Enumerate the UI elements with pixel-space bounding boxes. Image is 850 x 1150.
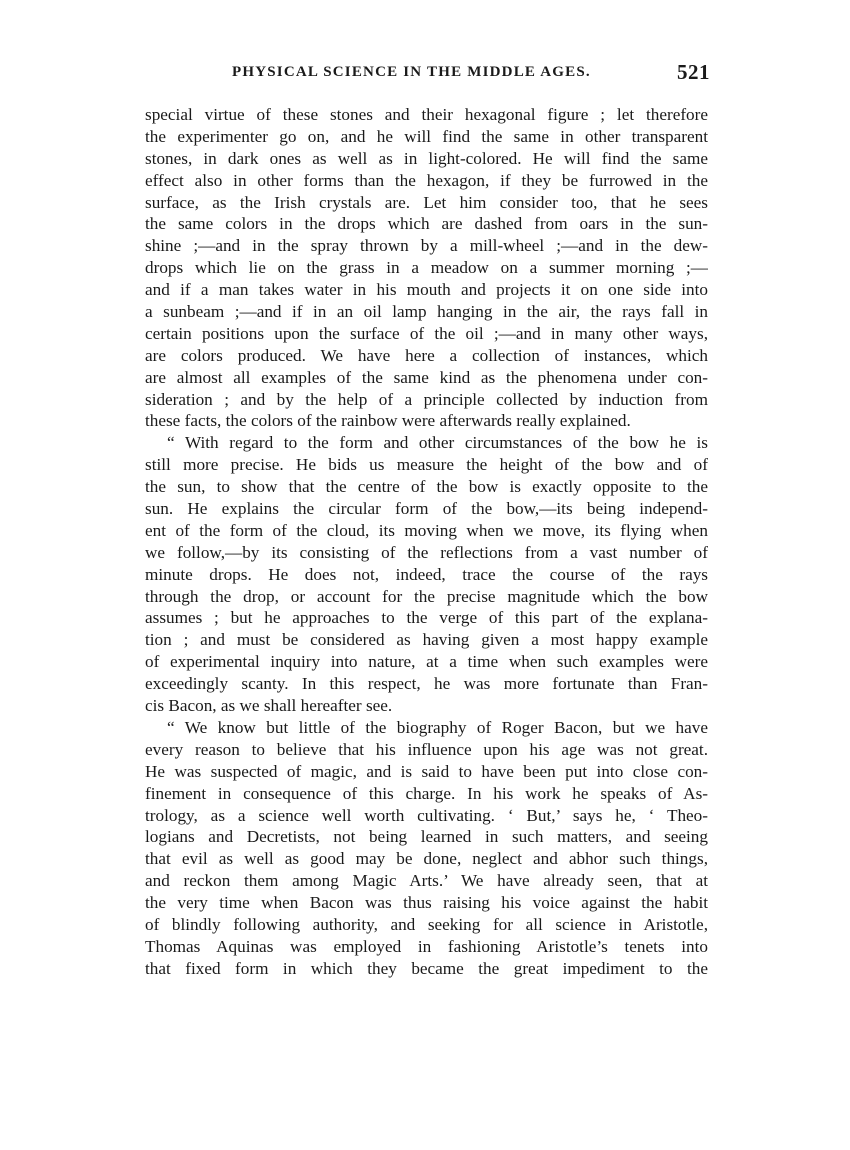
text-line: assumes ; but he approaches to the verge of this part of the explana- [145, 608, 708, 628]
text-line: He was suspected of magic, and is said to have been put into close con- [145, 761, 708, 781]
text-line: the same colors in the drops which are dashed from oars in the sun- [145, 214, 708, 234]
text-line: the sun, to show that the centre of the bow is exactly opposite to the [145, 477, 708, 497]
text-line: logians and Decretists, not being learned in such matters, and seeing [145, 827, 708, 847]
text-line: are colors produced. We have here a collection of instances, which [145, 345, 708, 365]
text-line: certain positions upon the surface of the oil ;—and in many other ways, [145, 323, 708, 343]
text-line: exceedingly scanty. In this respect, he was more fortunate than Fran- [145, 674, 708, 694]
text-line: effect also in other forms than the hexagon, if they be furrowed in the [145, 170, 708, 190]
text-line: surface, as the Irish crystals are. Let him consider too, that he sees [145, 192, 708, 212]
text-line: drops which lie on the grass in a meadow on a summer morning ;— [145, 258, 708, 278]
text-line: sun. He explains the circular form of the bow,—its being independ- [145, 499, 708, 519]
text-line: cis Bacon, as we shall hereafter see. [145, 696, 393, 716]
text-line: stones, in dark ones as well as in light-colored. He will find the same [145, 148, 708, 168]
text-line: these facts, the colors of the rainbow were afterwards really explained. [145, 411, 631, 431]
text-line: “ With regard to the form and other circumstances of the bow he is [167, 433, 708, 453]
text-line: are almost all examples of the same kind as the phenomena under con- [145, 367, 708, 387]
text-line: sideration ; and by the help of a principle collected by induction from [145, 389, 708, 409]
text-line: of experimental inquiry into nature, at a time when such examples were [145, 652, 708, 672]
text-line: the experimenter go on, and he will find the same in other transparent [145, 126, 708, 146]
running-title: PHYSICAL SCIENCE IN THE MIDDLE AGES. [232, 64, 591, 80]
text-line: still more precise. He bids us measure the height of the bow and of [145, 455, 708, 475]
text-line: the very time when Bacon was thus raising his voice against the habit [145, 893, 708, 913]
text-line: “ We know but little of the biography of Roger Bacon, but we have [167, 717, 708, 737]
text-line: shine ;—and in the spray thrown by a mill-wheel ;—and in the dew- [145, 236, 708, 256]
text-line: trology, as a science well worth cultivating. ‘ But,’ says he, ‘ Theo- [145, 805, 708, 825]
text-line: every reason to believe that his influence upon his age was not great. [145, 739, 708, 759]
page-number: 521 [677, 60, 710, 84]
text-line: that evil as well as good may be done, neglect and abhor such things, [145, 849, 708, 869]
text-line: tion ; and must be considered as having given a most happy example [145, 630, 708, 650]
text-line: that fixed form in which they became the great impediment to the [145, 958, 708, 978]
text-line: we follow,—by its consisting of the reflections from a vast number of [145, 542, 708, 562]
text-line: a sunbeam ;—and if in an oil lamp hanging in the air, the rays fall in [145, 302, 708, 322]
text-line: Thomas Aquinas was employed in fashioning Aristotle’s tenets into [145, 936, 708, 956]
text-line: of blindly following authority, and seeking for all science in Aristotle, [145, 914, 708, 934]
text-line: special virtue of these stones and their hexagonal figure ; let therefore [145, 105, 708, 124]
text-line: finement in consequence of this charge. In his work he speaks of As- [145, 783, 708, 803]
text-line: minute drops. He does not, indeed, trace the course of the rays [145, 564, 708, 584]
text-line: ent of the form of the cloud, its moving when we move, its flying when [145, 520, 708, 540]
text-line: and if a man takes water in his mouth and projects it on one side into [145, 280, 708, 300]
text-line: and reckon them among Magic Arts.’ We have already seen, that at [145, 871, 708, 891]
body-text [145, 104, 708, 980]
text-line: through the drop, or account for the precise magnitude which the bow [145, 586, 708, 606]
